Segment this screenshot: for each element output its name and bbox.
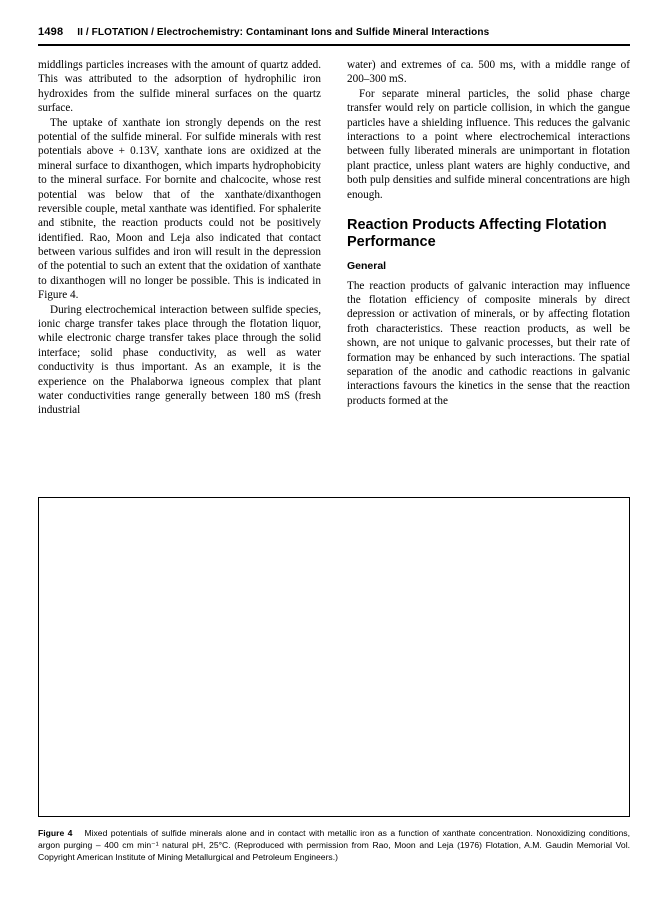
paragraph: middlings particles increases with the amount of quartz added. This was attributed to the adsorption of hydrophilic iron hydroxides from the sulfide mineral surfaces on the quartz surface. <box>38 59 321 115</box>
paragraph: The uptake of xanthate ion strongly depends on the rest potential of the sulfide mineral. For sulfide minerals with rest potentials above + 0.13V, xanthate ions are oxidized at the mineral surface to dixanthogen, which imparts hydrophobicity to the mineral surface. For bornite and chalcocite, whose rest potential was below that of the xanthate/dixanthogen reversible couple, metal xanthate was identified. For sphalerite and stibnite, the reaction products could not be positively identified. Rao, Moon and Leja also indicated that contact between various sulfides and iron will result in the depression of the potential to such an extent that the oxidation of xanthate to dixanthogen will no longer be possible. This is indicated in Figure 4. <box>38 116 321 302</box>
paragraph: water) and extremes of ca. 500 ms, with a middle range of 200–300 mS. <box>347 59 630 86</box>
section-heading: Reaction Products Affecting Flotation Performance <box>347 216 607 251</box>
running-head-title: II / FLOTATION / Electrochemistry: Contaminant Ions and Sulfide Mineral Interactions <box>77 27 490 38</box>
running-header <box>38 26 630 38</box>
paragraph: For separate mineral particles, the solid phase charge transfer would rely on particle collision, in which the gangue particles have a shielding influence. This reduces the galvanic interactions to a point where electrochemical interactions between fully liberated minerals are unimportant in flotation plant practice, unless plant waters are highly conductive, and both pulp densities and sulfide mineral concentrations are high enough. <box>347 87 630 201</box>
figure-caption <box>38 828 630 864</box>
figure-4 <box>38 497 630 817</box>
figure-caption-label: Figure 4 <box>38 828 82 838</box>
figure-frame <box>38 497 630 817</box>
page-number: 1498 <box>38 26 64 38</box>
subsection-heading: General <box>347 260 387 273</box>
left-column <box>38 58 321 418</box>
header-divider <box>38 44 630 46</box>
figure-caption-text: Mixed potentials of sulfide minerals alone and in contact with metallic iron as a function of xanthate concentration. Nonoxidizing conditions, argon purging – 400 cm min⁻¹ natural pH, 25°C. (Reproduced with permission from Rao, Moon and Leja (1976) Flotation, A.M. Gaudin Memorial Vol. Copyright American Institute of Mining Metallurgical and Petroleum Engineers.) <box>38 828 630 862</box>
paragraph: During electrochemical interaction between sulfide species, ionic charge transfer takes place through the flotation liquor, while electronic charge transfer takes place through the solid interface; solid phase conductivity, as well as water conductivity is thus important. As an example, it is the experience on the Phalaborwa igneous complex that plant water conductivities range generally between 180 mS (fresh industrial <box>38 303 321 417</box>
right-column <box>347 58 630 408</box>
paragraph: The reaction products of galvanic interaction may influence the flotation efficiency of composite minerals by direct depression or activation of minerals, or by affecting flotation froth characteristics. These reaction products, as well be shown, are not unique to galvanic processes, but their rate of formation may be enhanced by such interactions. The spatial separation of the anodic and cathodic reactions in galvanic interactions favours the kinetics in the sense that the reaction products formed at the <box>347 279 630 407</box>
